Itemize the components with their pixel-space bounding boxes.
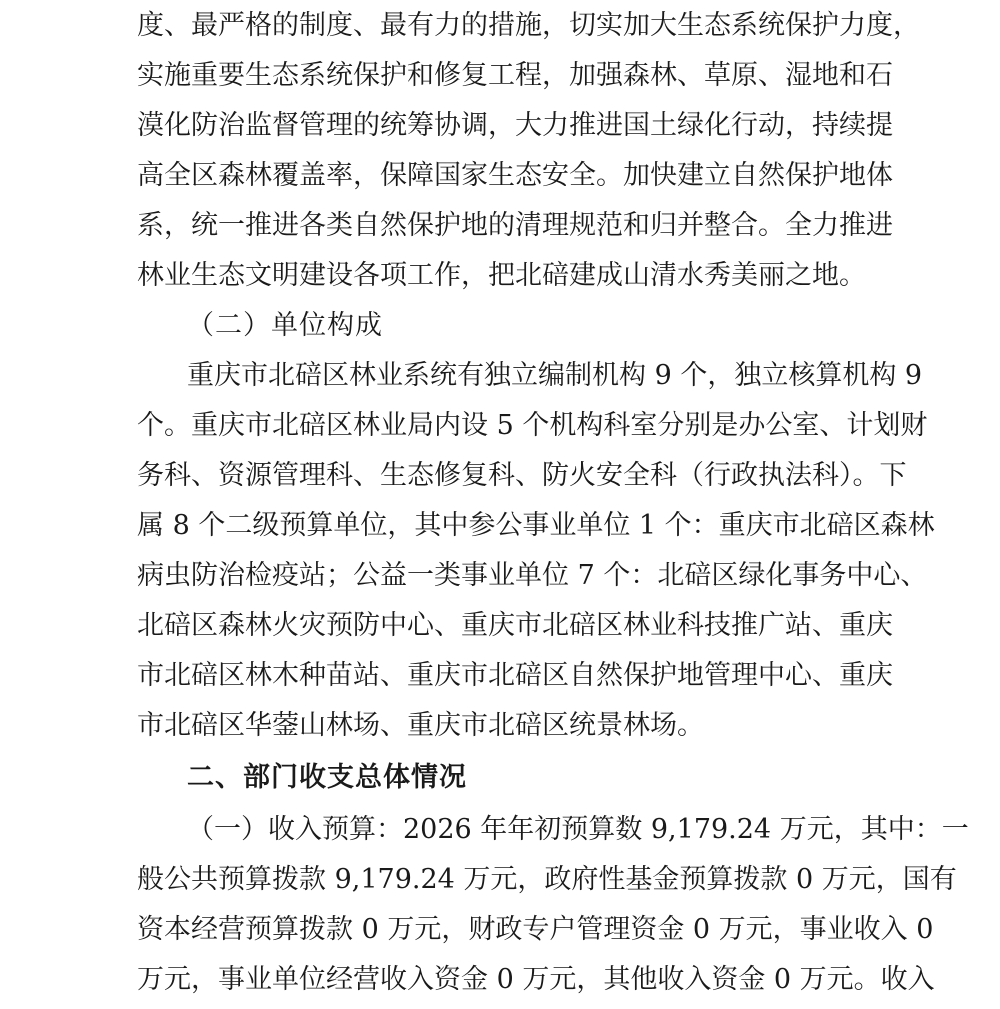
paragraph-line: 属 8 个二级预算单位，其中参公事业单位 1 个：重庆市北碚区森林: [137, 510, 935, 541]
section-subheading: （二）单位构成: [187, 310, 383, 341]
section-heading: 二、部门收支总体情况: [187, 762, 467, 793]
paragraph-line: 市北碚区华蓥山林场、重庆市北碚区统景林场。: [137, 710, 704, 741]
paragraph-line: 资本经营预算拨款 0 万元，财政专户管理资金 0 万元，事业收入 0: [137, 914, 934, 945]
paragraph-line: 高全区森林覆盖率，保障国家生态安全。加快建立自然保护地体: [137, 160, 893, 191]
paragraph-line: 度、最严格的制度、最有力的措施，切实加大生态系统保护力度，: [137, 10, 920, 41]
paragraph-line: 林业生态文明建设各项工作，把北碚建成山清水秀美丽之地。: [137, 260, 866, 291]
paragraph-line: 实施重要生态系统保护和修复工程，加强森林、草原、湿地和石: [137, 60, 893, 91]
paragraph-line: 般公共预算拨款 9,179.24 万元，政府性基金预算拨款 0 万元，国有: [137, 864, 957, 895]
paragraph-line: （一）收入预算：2026 年年初预算数 9,179.24 万元，其中：一: [187, 814, 969, 845]
paragraph-line: 万元，事业单位经营收入资金 0 万元，其他收入资金 0 万元。收入: [137, 964, 935, 995]
paragraph-line: 漠化防治监督管理的统筹协调，大力推进国土绿化行动，持续提: [137, 110, 893, 141]
paragraph-line: 务科、资源管理科、生态修复科、防火安全科（行政执法科）。下: [137, 460, 907, 491]
paragraph-line: 重庆市北碚区林业系统有独立编制机构 9 个，独立核算机构 9: [187, 360, 923, 391]
paragraph-line: 个。重庆市北碚区林业局内设 5 个机构科室分别是办公室、计划财: [137, 410, 928, 441]
paragraph-line: 病虫防治检疫站；公益一类事业单位 7 个：北碚区绿化事务中心、: [137, 560, 928, 591]
paragraph-line: 北碚区森林火灾预防中心、重庆市北碚区林业科技推广站、重庆: [137, 610, 893, 641]
paragraph-line: 市北碚区林木种苗站、重庆市北碚区自然保护地管理中心、重庆: [137, 660, 893, 691]
paragraph-line: 系，统一推进各类自然保护地的清理规范和归并整合。全力推进: [137, 210, 893, 241]
